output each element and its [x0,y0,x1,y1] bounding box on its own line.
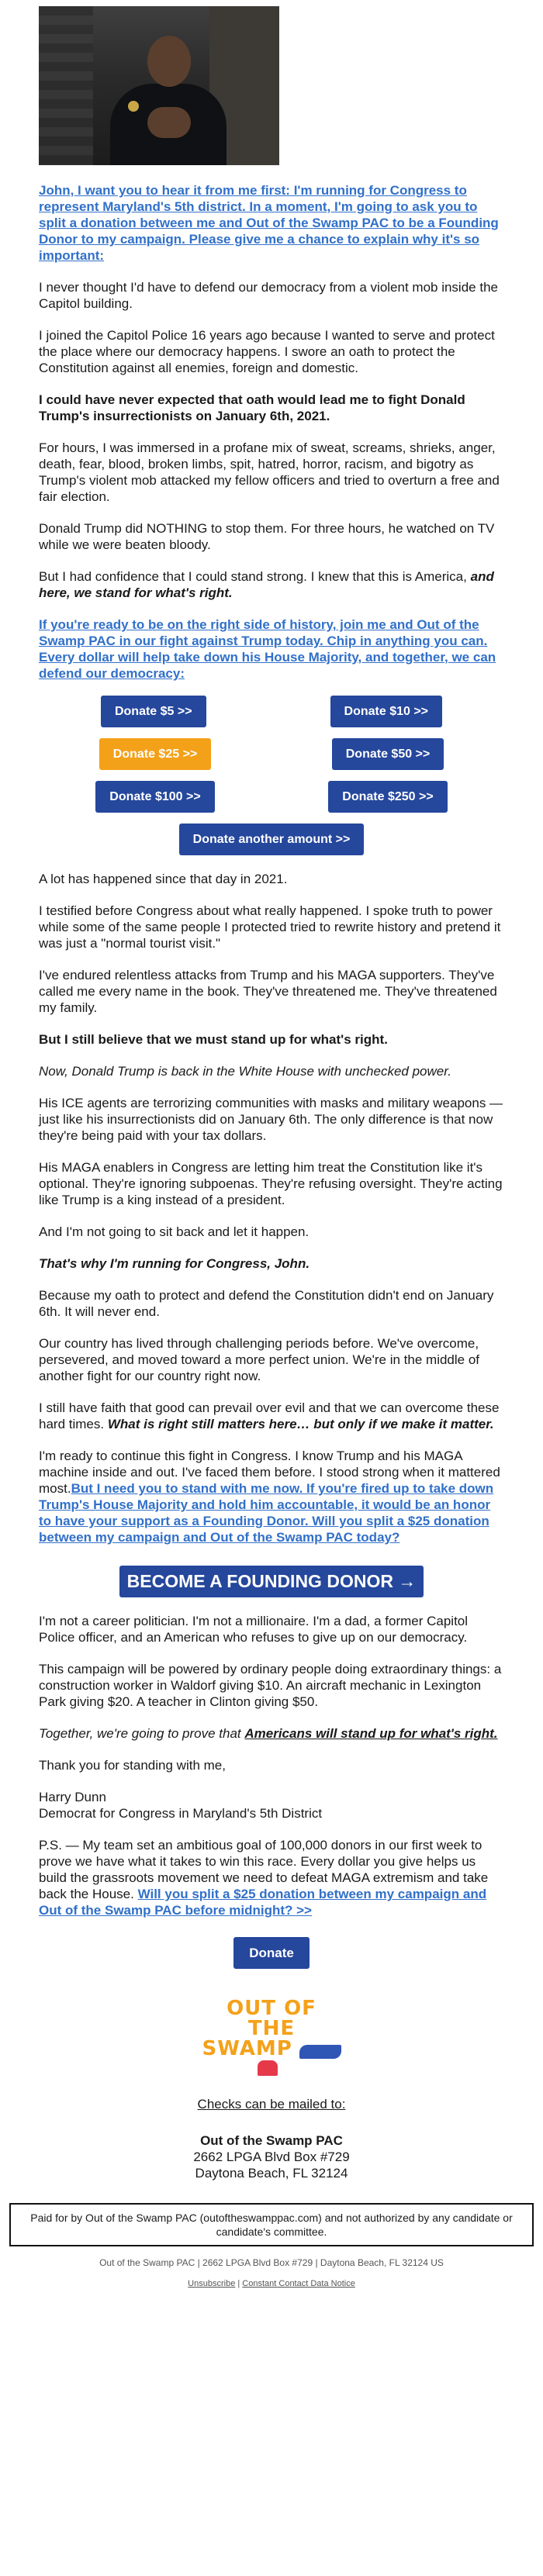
paragraph: I've endured relentless attacks from Trump and his MAGA supporters. They've called me every name in the book. They've threatened me. They've threatened my family. [39,968,497,1015]
paragraph: Donald Trump did NOTHING to stop them. For three hours, he watched on TV while we were beaten bloody. [39,521,495,552]
postscript [39,1837,504,1918]
donate-other-row [39,824,504,855]
data-notice-link[interactable]: Constant Contact Data Notice [242,2278,355,2288]
badge-icon [128,101,139,112]
out-of-the-swamp-logo [202,1998,341,2076]
donate-row [39,781,504,813]
signature-title: Democrat for Congress in Maryland's 5th District [39,1806,323,1821]
emphasis-text: and here, we stand for what's right. [39,569,494,600]
paragraph-text: I'm ready to continue this fight in Congress. I know Trump and his MAGA machine inside and out. I've faced them before. I stood strong when it mattered most. [39,1449,500,1496]
mail-title: Checks can be mailed to: [197,2096,346,2112]
paragraph: His ICE agents are terrorizing communities with masks and military weapons — just like his insurrectionists did on January 6th. The only difference is that now they're being paid with your tax dollars. [39,1096,503,1143]
mailing-info [39,2096,504,2181]
postscript-link[interactable]: Will you split a $25 donation between my campaign and Out of the Swamp PAC before midnight? >> [39,1887,487,1918]
paragraph-bold-italic: That's why I'm running for Congress, John. [39,1256,310,1271]
paragraph-text: I still have faith that good can prevail over evil and that we can overcome these hard times. [39,1400,500,1431]
paragraph: I never thought I'd have to defend our democracy from a violent mob inside the Capitol building. [39,280,498,311]
paragraph-bold: I could have never expected that oath would lead me to fight Donald Trump's insurrectionists on January 6th, 2021. [39,392,465,423]
paragraph: And I'm not going to sit back and let it happen. [39,1224,310,1239]
mail-address-line-2: Daytona Beach, FL 32124 [195,2165,348,2181]
donate-10-button[interactable]: Donate $10 >> [330,696,443,727]
paragraph-italic: Together, we're going to prove that [39,1726,241,1741]
unsubscribe-link[interactable]: Unsubscribe [188,2278,236,2288]
donate-appeal-link[interactable]: If you're ready to be on the right side of history, join me and Out of the Swamp PAC in our fight against Trump today. Chip in anything you can. Every dollar will help take down his House Majority, and together, we can defend our democracy: [39,617,496,681]
donate-100-button[interactable]: Donate $100 >> [95,781,214,813]
paragraph: I'm not a career politician. I'm not a millionaire. I'm a dad, a former Capitol Police officer, and an American who refuses to give up on our democracy. [39,1614,469,1645]
signature-name: Harry Dunn [39,1790,106,1804]
paragraph: Because my oath to protect and defend the Constitution didn't end on January 6th. It will never end. [39,1288,494,1319]
message-content [0,182,543,2181]
person-hands [147,107,191,138]
paragraph: Our country has lived through challenging periods before. We've overcome, persevered, and moved toward a more perfect union. We're in the middle of another fight for our country right now. [39,1336,480,1383]
paid-for-disclaimer: Paid for by Out of the Swamp PAC (outoftheswamppac.com) and not authorized by any candidate or candidate's committee. [9,2203,534,2246]
flag-backdrop [39,6,93,165]
person-head [147,36,191,87]
donate-row [39,738,504,770]
paragraph [39,568,504,601]
emphasis-underlined: Americans will stand up for what's right. [244,1726,498,1741]
paragraph [39,1725,504,1742]
elephant-icon [258,2060,278,2076]
emphasis-text: What is right still matters here… but only if we make it matter. [107,1417,494,1431]
donate-button[interactable]: Donate [233,1937,310,1969]
paragraph: A lot has happened since that day in 2021. [39,872,288,886]
donate-25-button[interactable]: Donate $25 >> [99,738,212,770]
donate-row [39,696,504,727]
footer-links [0,2279,543,2298]
paragraph: His MAGA enablers in Congress are letting him treat the Constitution like it's optional. They're ignoring subpoenas. They're refusing oversight. They're acting like Trump is a king instead of a president. [39,1160,503,1207]
paragraph: I testified before Congress about what really happened. I spoke truth to power while some of the same people I protected tried to rewrite history and pretend it was just a "normal tourist visit." [39,903,501,951]
footer-separator: | [235,2278,243,2288]
donate-other-button[interactable]: Donate another amount >> [179,824,365,855]
paragraph [39,1448,504,1545]
donate-button-grid [39,696,504,855]
paragraph: For hours, I was immersed in a profane mix of sweat, screams, shrieks, anger, death, fear, blood, broken limbs, spit, hatred, horror, racism, and bigotry as Trump's violent mob attacked my fellow officers and tried to overturn a free and fair election. [39,440,500,504]
intro-link[interactable]: John, I want you to hear it from me first: I'm running for Congress to represent Maryland's 5th district. In a moment, I'm going to ask you to split a donation between me and Out of the Swamp PAC to be a Founding Donor to my campaign. Please give me a chance to explain why it's so important: [39,183,499,263]
email-body [0,6,543,2298]
donate-250-button[interactable]: Donate $250 >> [328,781,447,813]
footer-address: Out of the Swamp PAC | 2662 LPGA Blvd Box #729 | Daytona Beach, FL 32124 US [99,2257,444,2268]
paragraph-text: But I had confidence that I could stand strong. I knew that this is America, [39,569,467,584]
paragraph-bold: But I still believe that we must stand up for what's right. [39,1032,388,1047]
mail-org: Out of the Swamp PAC [200,2132,343,2148]
donate-50-button[interactable]: Donate $50 >> [332,738,444,770]
donate-5-button[interactable]: Donate $5 >> [101,696,206,727]
paragraph: I joined the Capitol Police 16 years ago because I wanted to serve and protect the place where our democracy happens. I swore an oath to protect the Constitution against all enemies, foreign and domestic. [39,328,495,375]
paragraph: This campaign will be powered by ordinary people doing extraordinary things: a construction worker in Waldorf giving $10. An aircraft mechanic in Lexington Park giving $20. A teacher in Clinton giving $50. [39,1662,502,1709]
mail-address-line-1: 2662 LPGA Blvd Box #729 [193,2149,350,2164]
become-founding-donor-button[interactable]: BECOME A FOUNDING DONOR → [119,1566,424,1597]
paragraph [39,1400,504,1432]
logo-line-2: SWAMP [202,2037,292,2060]
sign-off: Thank you for standing with me, [39,1758,226,1773]
hero-photo [39,6,279,165]
paragraph-italic: Now, Donald Trump is back in the White House with unchecked power. [39,1064,451,1079]
founding-donor-link[interactable]: But I need you to stand with me now. If you're fired up to take down Trump's House Majority and hold him accountable, it would be an honor to have your support as a Founding Donor. Will you split a $25 donation between my campaign and Out of the Swamp PAC today? [39,1481,494,1545]
alligator-icon [299,2045,341,2059]
logo-line-1: OUT OF THE [227,1997,316,2040]
postscript-text: P.S. — My team set an ambitious goal of 100,000 donors in our first week to prove we have what it takes to win this race. Every dollar you give helps us build the grassroots movement we need to defeat MAGA extremism and take back the House. [39,1838,489,1901]
